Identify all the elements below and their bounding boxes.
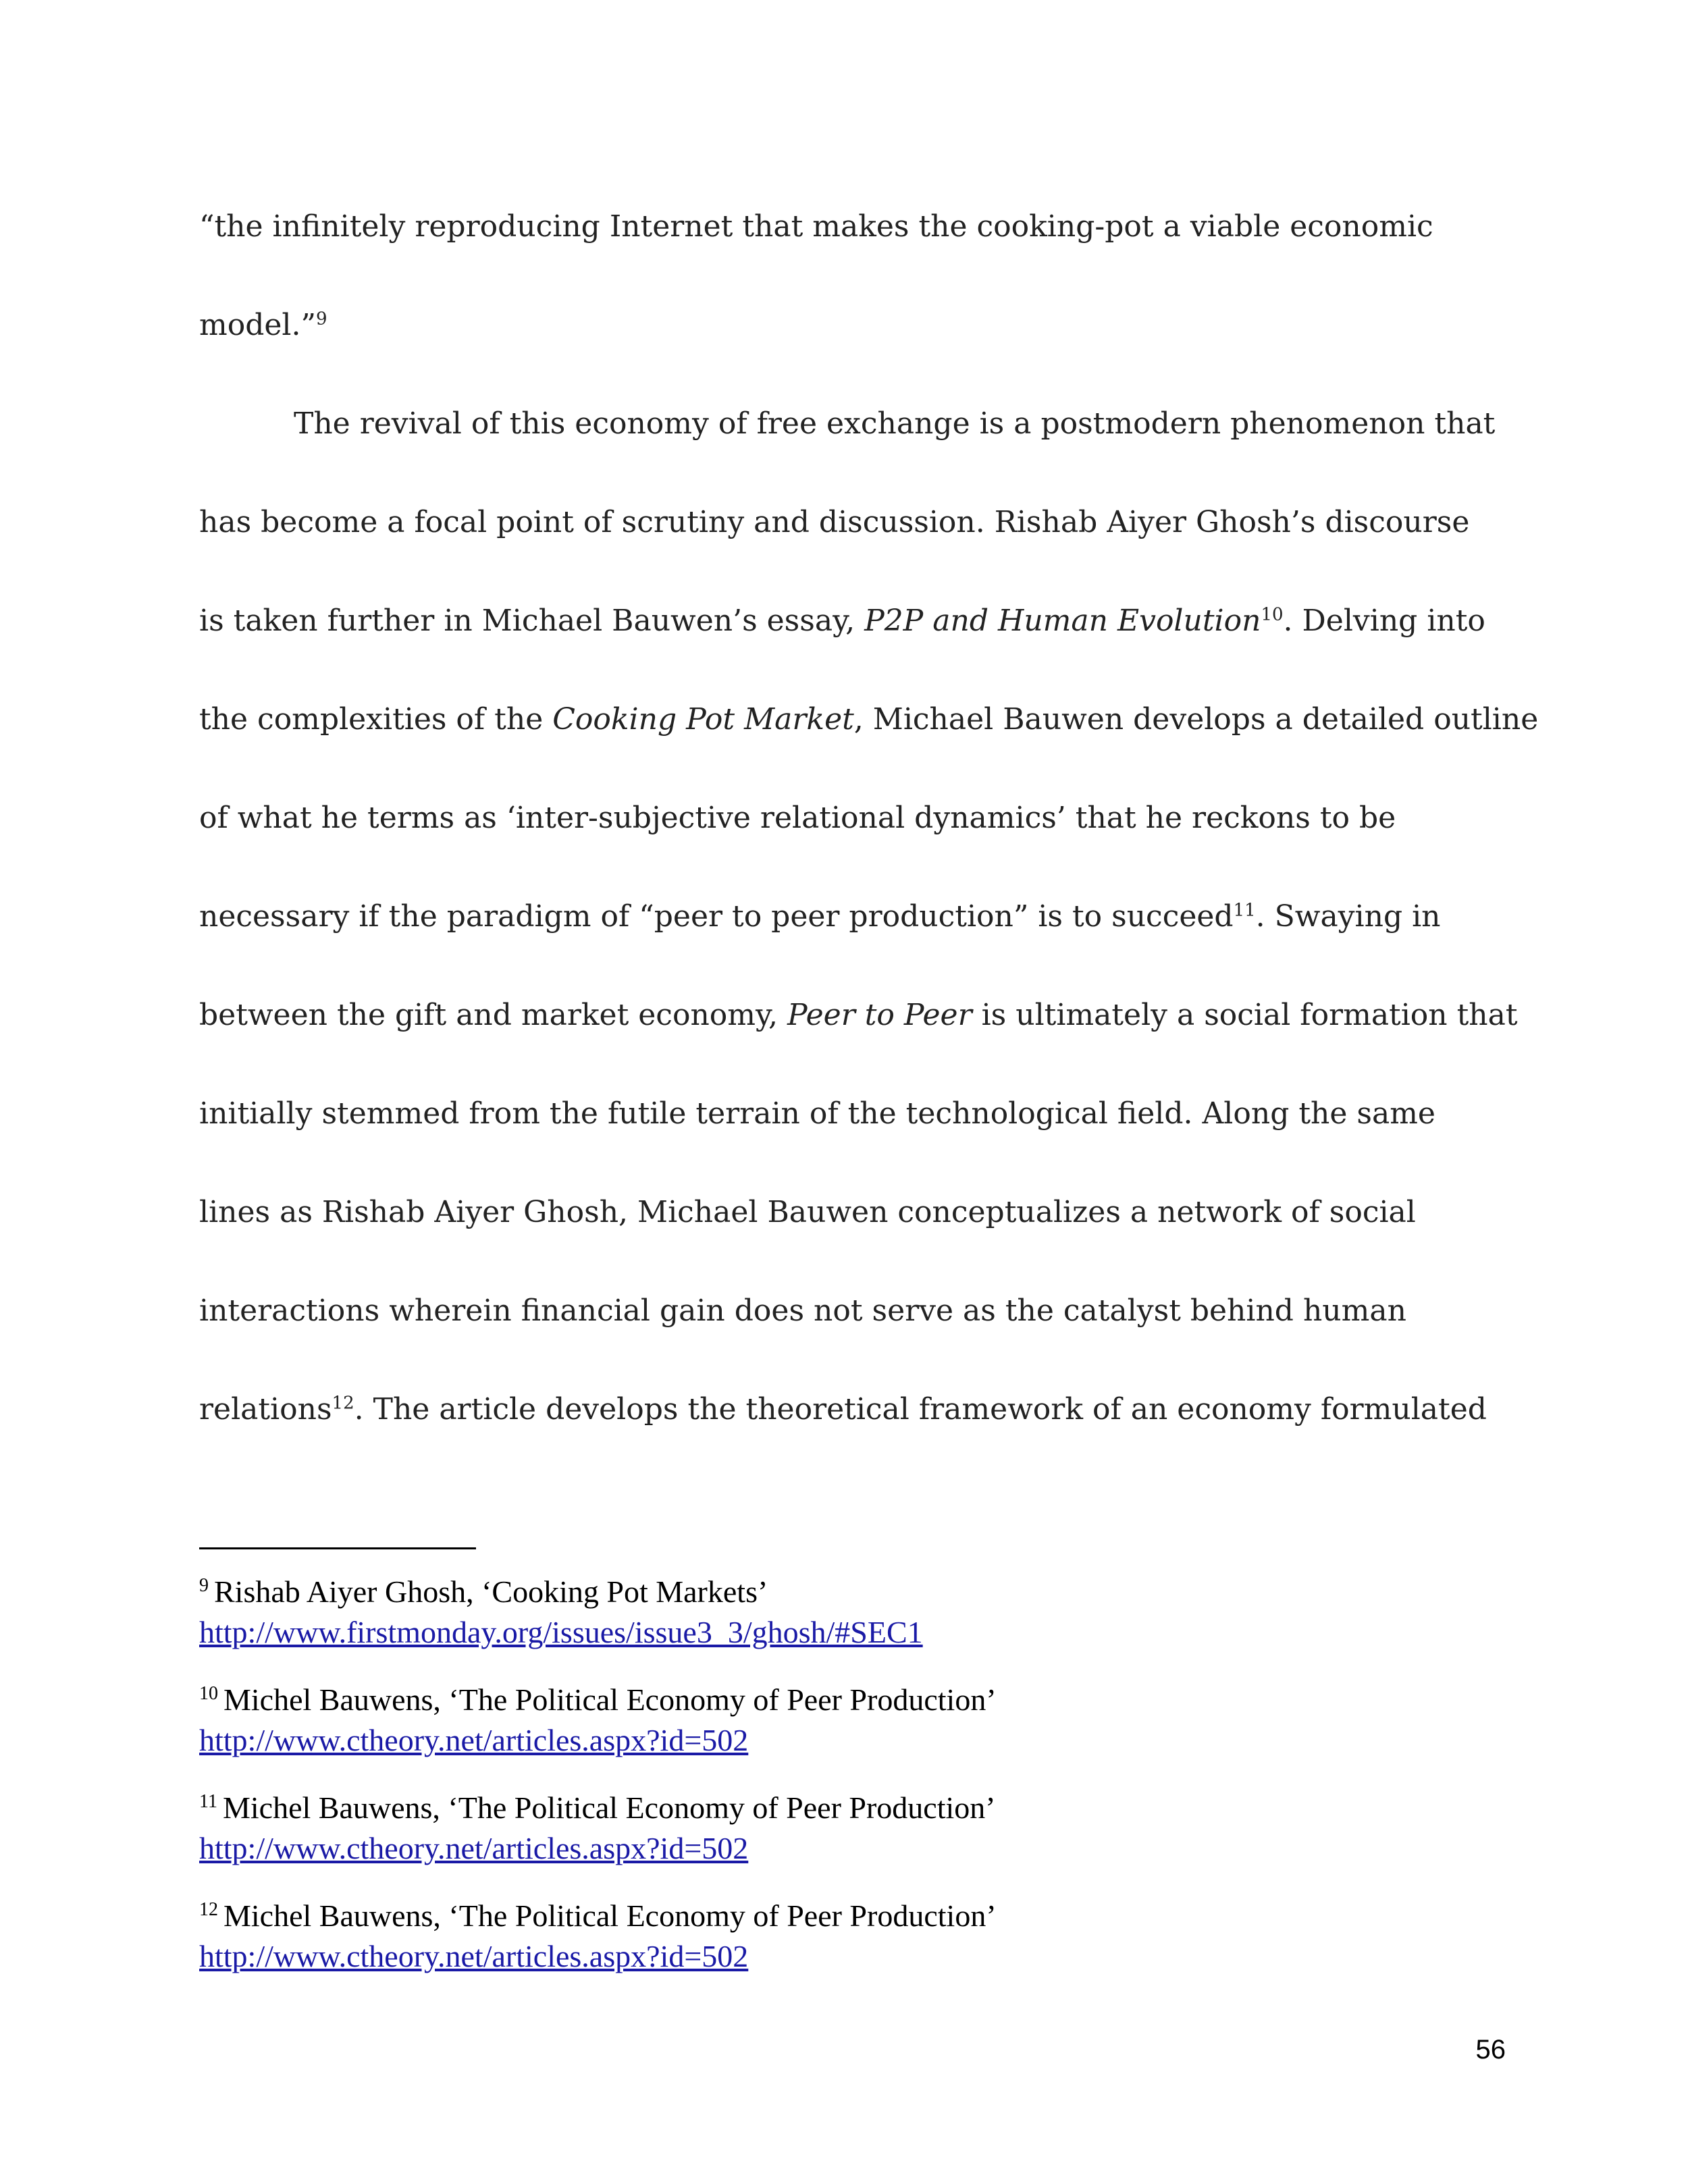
body-line: model.”$^9$	[199, 308, 327, 342]
footnote-ref[interactable]: 11	[1233, 900, 1256, 921]
body-line: has become a focal point of scrutiny and discussion. Rishab Aiyer Ghosh’s discourse	[199, 505, 1470, 539]
body-line: of what he terms as ‘inter-subjective relational dynamics’ that he reckons to be	[199, 801, 1396, 835]
footnote-ref[interactable]: 9	[315, 309, 327, 329]
term-italic: Peer to Peer	[787, 998, 972, 1032]
footnote-text: Michel Bauwens, ‘The Political Economy of Peer Production’	[223, 1898, 997, 1933]
body-line: interactions wherein financial gain does not serve as the catalyst behind human	[199, 1294, 1406, 1328]
body-line: relations$^{12}$. The article develops the theoretical framework of an economy formulated	[199, 1392, 1487, 1427]
footnote	[199, 1788, 996, 1869]
body-line: initially stemmed from the futile terrain of the technological field. Along the same	[199, 1096, 1435, 1131]
footnote-number: 12	[199, 1898, 218, 1920]
term-italic: Cooking Pot Market	[552, 702, 854, 737]
footnote-ref[interactable]: 10	[1261, 604, 1284, 625]
footnote	[199, 1680, 997, 1761]
footnote-text: Rishab Aiyer Ghosh, ‘Cooking Pot Markets’	[214, 1574, 768, 1609]
footnote-text: Michel Bauwens, ‘The Political Economy of Peer Production’	[222, 1790, 996, 1825]
body-line: is taken further in Michael Bauwen’s essay, P2P and Human Evolution$^{10}$. Delving into	[199, 604, 1485, 638]
body-line: “the infinitely reproducing Internet that makes the cooking-pot a viable economic	[199, 209, 1433, 244]
footnote-text: Michel Bauwens, ‘The Political Economy of Peer Production’	[223, 1682, 997, 1717]
footnote-number: 9	[199, 1574, 209, 1596]
essay-title: P2P and Human Evolution	[864, 604, 1261, 638]
body-line: necessary if the paradigm of “peer to peer production” is to succeed$^{11}$. Swaying in	[199, 899, 1441, 934]
footnote-link[interactable]: http://www.ctheory.net/articles.aspx?id=502	[199, 1831, 749, 1865]
paragraph-start: The revival of this economy of free exchange is a postmodern phenomenon that	[294, 406, 1496, 441]
footnote-number: 10	[199, 1682, 218, 1704]
footnote-link[interactable]: http://www.ctheory.net/articles.aspx?id=502	[199, 1939, 749, 1973]
footnote-link[interactable]: http://www.ctheory.net/articles.aspx?id=502	[199, 1723, 749, 1757]
footnote-separator	[199, 1547, 476, 1549]
footnote	[199, 1896, 997, 1977]
page-number: 56	[1475, 2035, 1506, 2065]
body-line: between the gift and market economy, Peer to Peer is ultimately a social formation that	[199, 998, 1518, 1032]
body-line: the complexities of the Cooking Pot Market, Michael Bauwen develops a detailed outline	[199, 702, 1539, 737]
footnote-ref[interactable]: 12	[332, 1393, 354, 1414]
body-line: lines as Rishab Aiyer Ghosh, Michael Bauwen conceptualizes a network of social	[199, 1195, 1416, 1229]
footnote	[199, 1572, 923, 1653]
footnote-number: 11	[199, 1790, 217, 1812]
footnote-link[interactable]: http://www.firstmonday.org/issues/issue3_3/ghosh/#SEC1	[199, 1615, 923, 1649]
